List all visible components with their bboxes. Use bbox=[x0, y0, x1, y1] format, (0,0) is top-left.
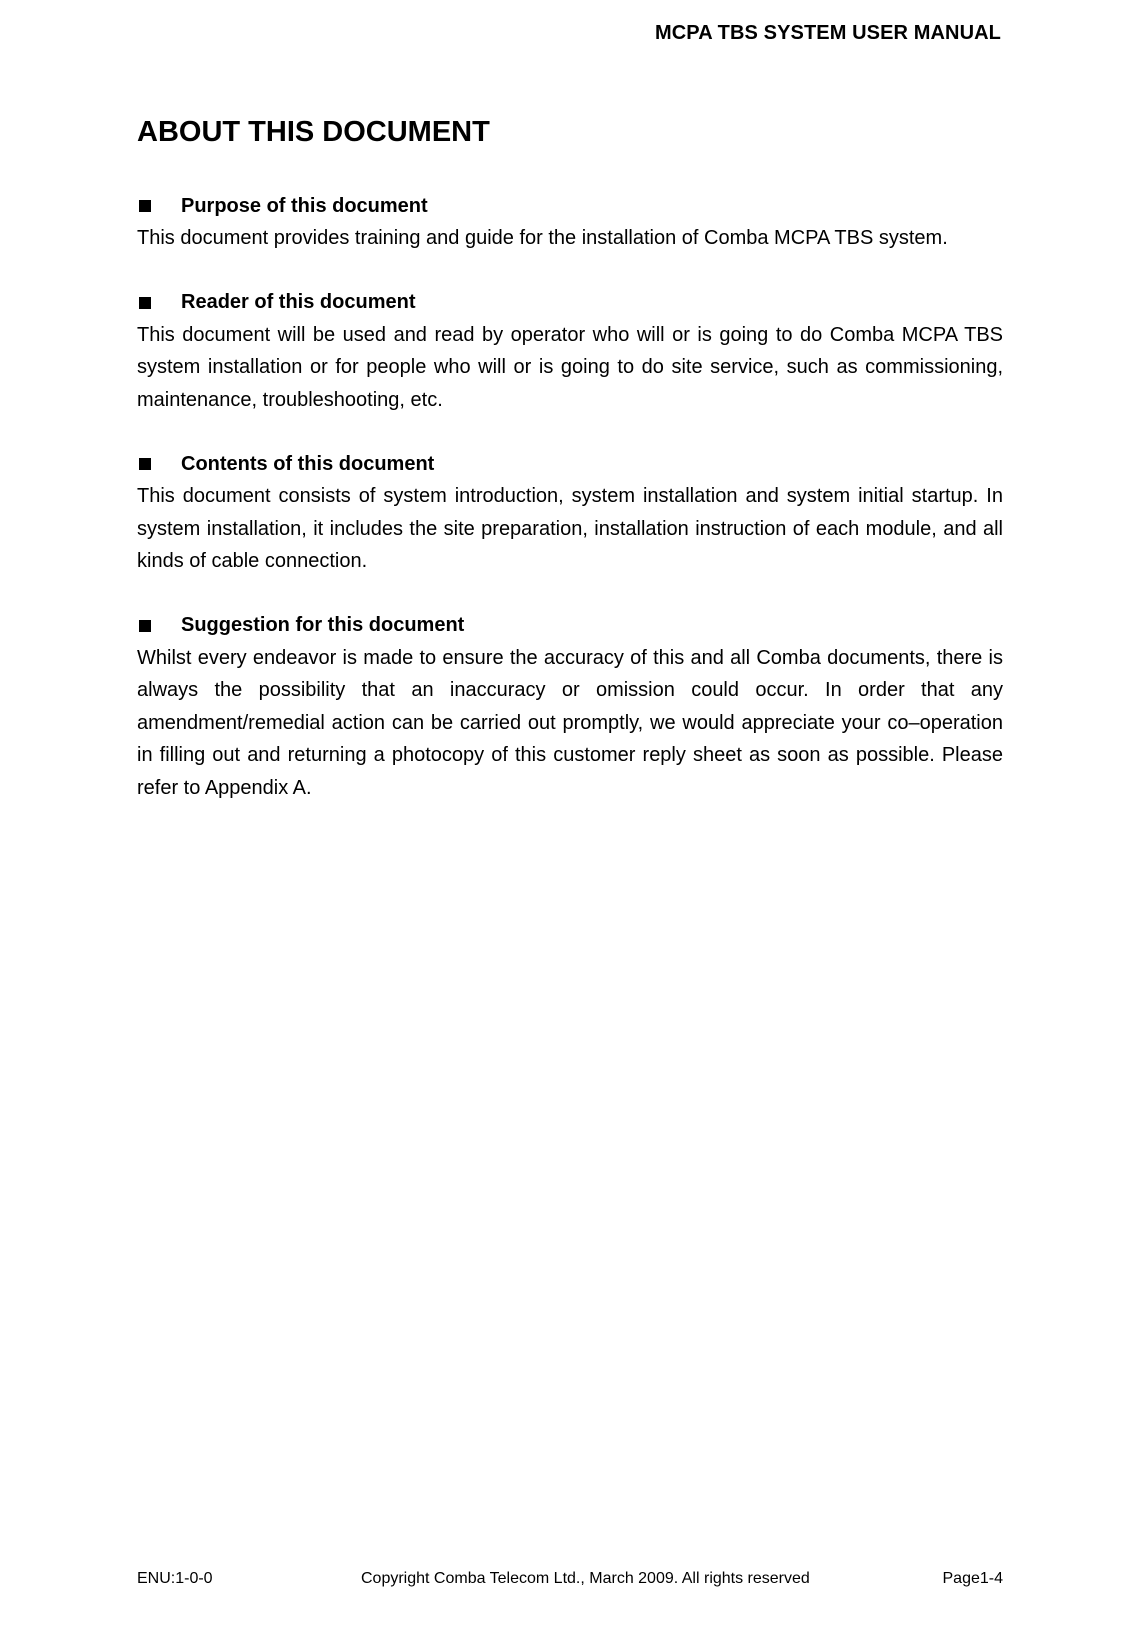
document-version: ENU:1-0-0 bbox=[137, 1570, 213, 1587]
section-body: This document will be used and read by operator who will or is going to do Comba MCPA TBS system installation or for people who will or is going to do site service, such as commissioning, maintenance, troubleshooting, etc. bbox=[137, 323, 1003, 411]
section-heading-label: Contents of this document bbox=[181, 452, 435, 475]
section-body: This document provides training and guide for the installation of Comba MCPA TBS system. bbox=[137, 227, 948, 249]
section-list bbox=[137, 190, 1003, 804]
copyright-notice: Copyright Comba Telecom Ltd., March 2009. All rights reserved bbox=[361, 1570, 810, 1587]
running-footer bbox=[137, 1570, 1003, 1594]
section-heading bbox=[137, 610, 1003, 642]
square-bullet-icon bbox=[139, 620, 151, 632]
page-content bbox=[137, 112, 1003, 836]
section-contents bbox=[137, 448, 1003, 578]
section-body: This document consists of system introduction, system installation and system initial startup. In system installation, it includes the site preparation, installation instruction of each module, and all kinds of cable connection. bbox=[137, 485, 1003, 572]
page-number: Page1-4 bbox=[942, 1570, 1003, 1587]
section-heading bbox=[137, 287, 1003, 319]
section-heading-label: Suggestion for this document bbox=[181, 614, 465, 636]
page-title: ABOUT THIS DOCUMENT bbox=[137, 116, 490, 148]
square-bullet-icon bbox=[139, 200, 151, 212]
section-heading-label: Reader of this document bbox=[181, 291, 416, 313]
section-body: Whilst every endeavor is made to ensure the accuracy of this and all Comba documents, there is always the possibility that an inaccuracy or omission could occur. In order that any amendment/remedial action can be carried out promptly, we would appreciate your co–operation in filling out and returning a photocopy of this customer reply sheet as soon as possible. Please refer to Appendix A. bbox=[137, 646, 1003, 799]
running-header: MCPA TBS SYSTEM USER MANUAL bbox=[654, 22, 1001, 44]
section-suggestion bbox=[137, 610, 1003, 805]
section-heading bbox=[137, 190, 1003, 222]
section-heading bbox=[137, 448, 1003, 480]
section-reader bbox=[137, 287, 1003, 417]
section-heading-label: Purpose of this document bbox=[181, 194, 428, 217]
section-purpose bbox=[137, 190, 1003, 255]
square-bullet-icon bbox=[139, 297, 151, 309]
square-bullet-icon bbox=[139, 458, 151, 470]
